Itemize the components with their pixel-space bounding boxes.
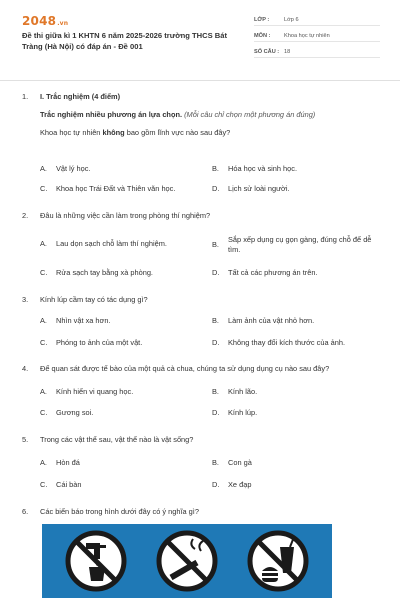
prohibition-signs-image [42, 524, 332, 598]
meta-count-row [254, 46, 380, 58]
question-number: 2. [22, 211, 29, 220]
q1-option-c[interactable]: C. Khoa học Trái Đất và Thiên văn học. [40, 184, 176, 193]
section-title: I. Trắc nghiệm (4 điểm) [40, 92, 121, 101]
instruction-bold: Trắc nghiệm nhiều phương án lựa chọn. [40, 110, 183, 119]
exam-title: Đề thi giữa kì 1 KHTN 6 năm 2025-2026 trường THCS Bát Tràng (Hà Nội) có đáp án - Đề 001 [22, 31, 228, 51]
meta-value: 18 [284, 48, 291, 55]
question-number: 4. [22, 364, 29, 373]
site-logo[interactable]: 2048.vn [22, 14, 69, 28]
no-food-drink-icon [246, 529, 310, 593]
q2-option-b[interactable]: B. Sắp xếp dụng cụ gọn gàng, đúng chỗ để dễ tìm. [212, 235, 372, 254]
meta-key: LỚP : [254, 16, 270, 23]
question-5-text: Trong các vật thể sau, vật thể nào là vật sống? [40, 435, 194, 444]
question-6-text: Các biển báo trong hình dưới đây có ý nghĩa gì? [40, 507, 199, 516]
no-drinking-water-icon [64, 529, 128, 593]
no-smoking-icon [155, 529, 219, 593]
q1-option-a[interactable]: A. Vật lý học. [40, 164, 91, 173]
q3-option-b[interactable]: B. Làm ảnh của vật nhỏ hơn. [212, 316, 315, 325]
meta-value: Lớp 6 [284, 16, 299, 23]
header-divider [0, 80, 400, 81]
meta-value: Khoa học tự nhiên [284, 32, 330, 39]
q3-option-d[interactable]: D. Không thay đổi kích thước của ảnh. [212, 338, 346, 347]
q3-option-c[interactable]: C. Phóng to ảnh của một vật. [40, 338, 143, 347]
meta-subject-row [254, 30, 380, 42]
instruction-italic: (Mỗi câu chỉ chọn một phương án đúng) [184, 110, 316, 119]
q2-option-d[interactable]: D. Tất cả các phương án trên. [212, 268, 318, 277]
q3-option-a[interactable]: A. Nhìn vật xa hơn. [40, 316, 111, 325]
q5-option-c[interactable]: C. Cái bàn [40, 480, 82, 489]
question-4-text: Để quan sát được tế bào của một quả cà chua, chúng ta sử dụng dụng cụ nào sau đây? [40, 364, 330, 373]
question-number: 5. [22, 435, 29, 444]
q4-option-c[interactable]: C. Gương soi. [40, 408, 94, 417]
q2-option-a[interactable]: A. Lau dọn sạch chỗ làm thí nghiệm. [40, 239, 167, 248]
q5-option-b[interactable]: B. Con gà [212, 458, 252, 467]
question-number: 1. [22, 92, 29, 101]
question-number: 6. [22, 507, 29, 516]
page-header [0, 0, 400, 82]
q5-option-d[interactable]: D. Xe đạp [212, 480, 252, 489]
q2-option-c[interactable]: C. Rửa sạch tay bằng xà phòng. [40, 268, 153, 277]
exam-meta [254, 14, 380, 58]
meta-key: MÔN : [254, 32, 271, 39]
section-instruction [40, 110, 315, 119]
meta-key: SỐ CÂU : [254, 48, 280, 55]
q4-option-a[interactable]: A. Kính hiển vi quang học. [40, 387, 134, 396]
q4-option-d[interactable]: D. Kính lúp. [212, 408, 258, 417]
q4-option-b[interactable]: B. Kính lão. [212, 387, 258, 396]
q1-option-b[interactable]: B. Hóa học và sinh học. [212, 164, 298, 173]
meta-class-row [254, 14, 380, 26]
q1-option-d[interactable]: D. Lịch sử loài người. [212, 184, 290, 193]
question-3-text: Kính lúp cầm tay có tác dụng gì? [40, 295, 148, 304]
question-number: 3. [22, 295, 29, 304]
q5-option-a[interactable]: A. Hòn đá [40, 458, 80, 467]
question-2-text: Đâu là những việc cần làm trong phòng thí nghiệm? [40, 211, 211, 220]
question-1-text: Khoa học tự nhiên không bao gồm lĩnh vực nào sau đây? [40, 128, 231, 137]
